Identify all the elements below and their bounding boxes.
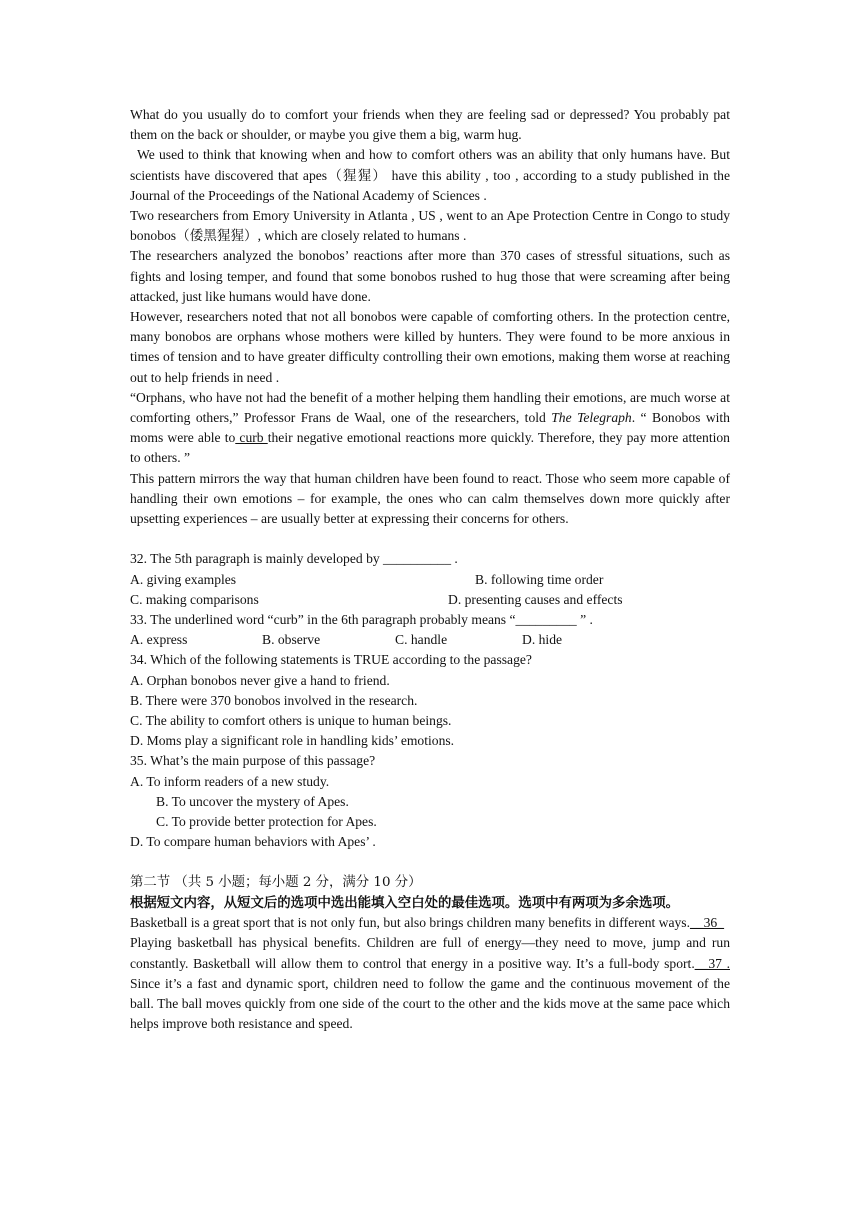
question-33-option-b: B. observe: [262, 632, 321, 648]
section-2-paragraph-1: [130, 913, 730, 933]
passage-paragraph-4: The researchers analyzed the bonobos’ reactions after more than 370 cases of stressful situations, such as fights and losing temper, and found that some bonobos rushed to hug those that were screaming after being attacked, just like humans would have done.: [130, 248, 730, 304]
question-33-option-c: C. handle: [395, 632, 448, 648]
question-33-options: [130, 630, 730, 650]
question-32-option-a: A. giving examples: [130, 571, 237, 587]
newspaper-title: The Telegraph: [551, 410, 632, 426]
question-33-option-a: A. express: [130, 632, 188, 648]
question-33-stem: 33. The underlined word “curb” in the 6th paragraph probably means “_________ ” .: [130, 612, 593, 628]
passage-paragraph-5: However, researchers noted that not all bonobos were capable of comforting others. In the protection centre, many bonobos are orphans whose mothers were killed by hunters. They were found to be more anxious in times of tension and to have greater difficulty controlling their own emotions, making them worse at reaching out to help friends in need .: [130, 309, 730, 385]
question-34-stem: 34. Which of the following statements is TRUE according to the passage?: [130, 652, 532, 668]
spacer: [130, 853, 730, 873]
passage-paragraph-1: What do you usually do to comfort your friends when they are feeling sad or depressed? You probably pat them on the back or shoulder, or maybe you give them a big, warm hug.: [130, 107, 730, 143]
question-35-stem: 35. What’s the main purpose of this passage?: [130, 753, 376, 769]
question-35-option-a: A. To inform readers of a new study.: [130, 773, 330, 789]
question-35-option-c: C. To provide better protection for Apes.: [156, 814, 377, 830]
question-32-options-row-1: [130, 570, 730, 590]
spacer: [130, 529, 730, 549]
question-32-stem: 32. The 5th paragraph is mainly developed by __________ .: [130, 551, 458, 567]
question-32-option-c: C. making comparisons: [130, 591, 259, 607]
question-32-option-d: D. presenting causes and effects: [448, 591, 623, 607]
section-2-p2-text-a: Playing basketball has physical benefits. Children are full of energy—they need to move, jump and run constantly. Basketball will allow them to control that energy in a positive way. It’s a full-body sport.: [130, 935, 730, 971]
passage-paragraph-2: We used to think that knowing when and how to comfort others was an ability that only humans have. But scientists have discovered that apes（猩猩） have this ability , too , according to a study published in the Journal of the Proceedings of the National Academy of Sciences .: [130, 147, 730, 203]
section-2-paragraph-2: [130, 933, 730, 1034]
document-page: [130, 105, 730, 1034]
question-34-option-a: A. Orphan bonobos never give a hand to friend.: [130, 672, 390, 688]
blank-36: __36_: [690, 915, 724, 931]
passage-paragraph-6: [130, 388, 730, 469]
question-33-option-d: D. hide: [522, 632, 563, 648]
question-35-option-d: D. To compare human behaviors with Apes’ .: [130, 834, 376, 850]
section-2-p2-text-b: Since it’s a fast and dynamic sport, children need to follow the game and the continuous movement of the ball. The ball moves quickly from one side of the court to the other and the kids move at the same pace which helps improve both resistance and speed.: [130, 975, 730, 1032]
question-35-option-b: B. To uncover the mystery of Apes.: [156, 793, 349, 809]
underlined-word-curb: curb: [235, 430, 268, 446]
section-2-header: 第二节 （共 5 小题；每小题 2 分，满分 10 分）: [130, 874, 422, 890]
question-34-option-c: C. The ability to comfort others is unique to human beings.: [130, 713, 452, 729]
section-2-p1-text: Basketball is a great sport that is not only fun, but also brings children many benefits in different ways.: [130, 915, 690, 931]
question-32-option-b: B. following time order: [475, 571, 604, 587]
question-34-option-d: D. Moms play a significant role in handling kids’ emotions.: [130, 733, 455, 749]
blank-37: __37 .: [694, 955, 730, 971]
passage-paragraph-7: This pattern mirrors the way that human children have been found to react. Those who seem more capable of handling their own emotions – for example, the ones who can calm themselves down more quickly after upsetting experiences – are usually better at expressing their concerns for others.: [130, 470, 730, 527]
question-32-options-row-2: [130, 590, 730, 610]
p6-text-a: “Orphans, who have not had the benefit of a mother helping them handling their emotions, are much worse at comforting others,” Professor Frans de Waal, one of the researchers, told: [130, 389, 730, 426]
question-34-option-b: B. There were 370 bonobos involved in the research.: [130, 692, 418, 708]
section-2-instruction: 根据短文内容，从短文后的选项中选出能填入空白处的最佳选项。选项中有两项为多余选项。: [130, 894, 680, 911]
p6-text-b: . “ Bonobos with moms were able to: [130, 410, 730, 446]
passage-paragraph-3: Two researchers from Emory University in Atlanta , US , went to an Ape Protection Centre in Congo to study bonobos（倭黑猩猩）, which are closely related to humans .: [130, 208, 730, 244]
p6-text-c: their negative emotional reactions more quickly. Therefore, they pay more attention to others. ”: [130, 430, 730, 466]
